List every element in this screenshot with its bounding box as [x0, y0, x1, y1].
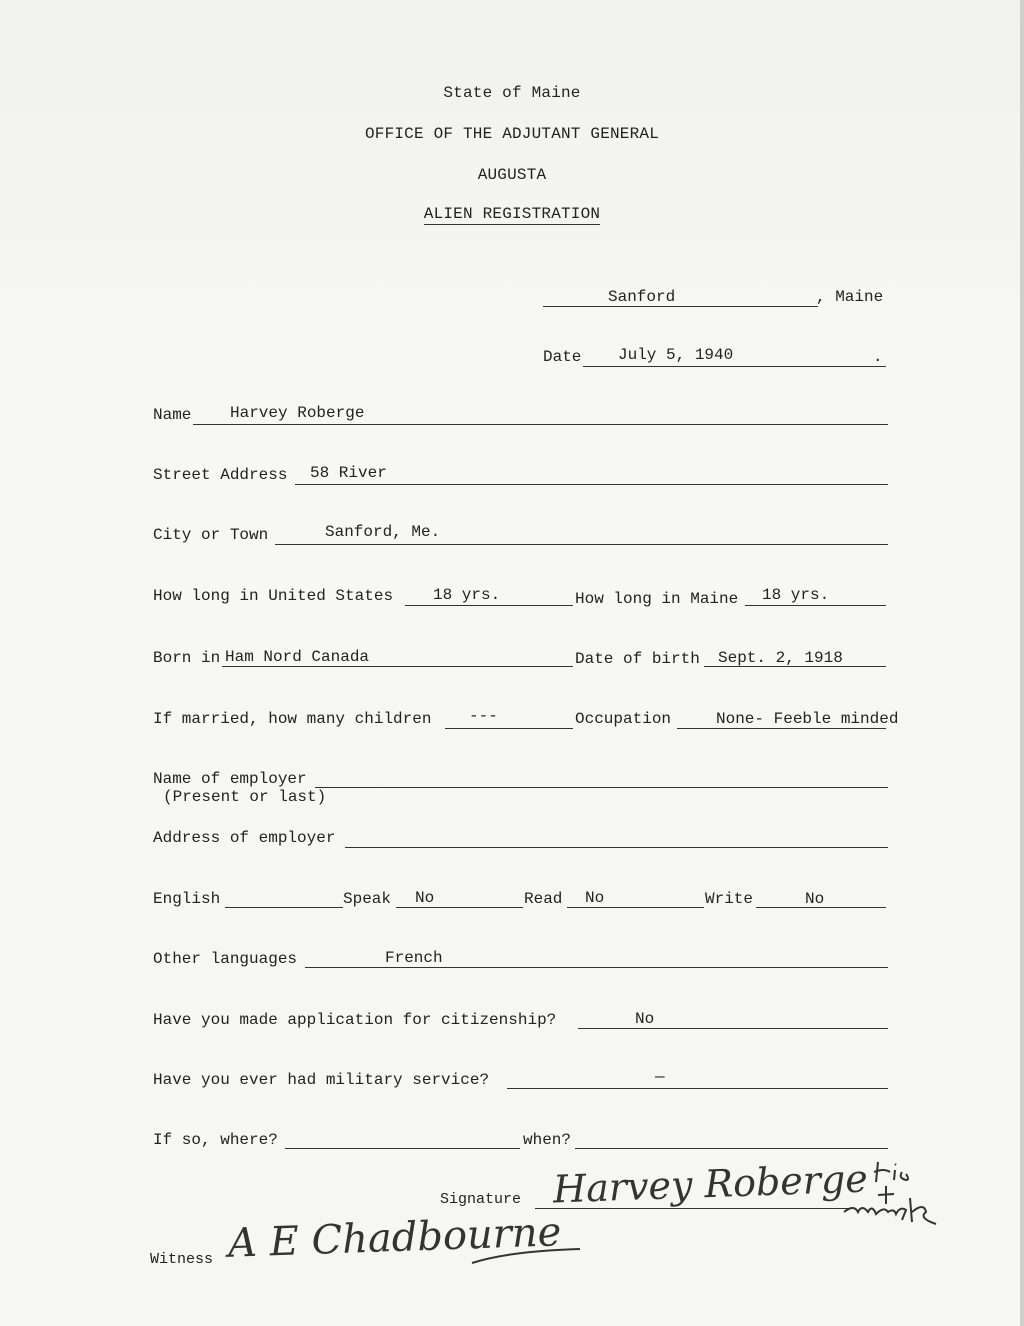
- born-in-line: [222, 666, 573, 667]
- children-label: If married, how many children: [153, 710, 432, 728]
- name-label: Name: [153, 406, 192, 424]
- years-maine-label: How long in Maine: [575, 590, 739, 608]
- street-value: 58 River: [310, 464, 387, 482]
- write-label: Write: [705, 890, 754, 908]
- date-label: Date: [543, 348, 582, 366]
- military-label: Have you ever had military service?: [153, 1071, 490, 1089]
- english-line: [225, 907, 343, 908]
- city-value: Sanford, Me.: [325, 523, 441, 541]
- when-line: [575, 1148, 888, 1149]
- speak-label: Speak: [343, 890, 392, 908]
- read-line: [567, 907, 704, 908]
- when-label: when?: [523, 1131, 572, 1149]
- employer-sub-label: (Present or last): [163, 788, 327, 806]
- military-line: [507, 1088, 888, 1089]
- employer-line: [315, 787, 888, 788]
- where-line: [285, 1148, 520, 1149]
- other-languages-line: [305, 967, 888, 968]
- write-value: No: [805, 890, 825, 908]
- witness-label: Witness: [150, 1251, 214, 1268]
- street-label: Street Address: [153, 466, 288, 484]
- office-heading: OFFICE OF THE ADJUTANT GENERAL: [364, 125, 660, 143]
- place-value: Sanford: [608, 288, 676, 306]
- occupation-label: Occupation: [575, 710, 672, 728]
- where-label: If so, where?: [153, 1131, 278, 1149]
- read-label: Read: [524, 890, 563, 908]
- state-heading: State of Maine: [443, 84, 581, 102]
- citizenship-label: Have you made application for citizenship?: [153, 1011, 557, 1029]
- english-label: English: [153, 890, 221, 908]
- other-languages-label: Other languages: [153, 950, 298, 968]
- street-line: [295, 484, 888, 485]
- born-in-label: Born in: [153, 649, 221, 667]
- born-in-value: Ham Nord Canada: [225, 648, 370, 666]
- signature-label: Signature: [440, 1191, 522, 1208]
- military-value: —: [655, 1068, 665, 1086]
- city-heading: AUGUSTA: [477, 166, 547, 184]
- form-title: ALIEN REGISTRATION: [423, 205, 601, 223]
- birth-date-label: Date of birth: [575, 650, 700, 668]
- date-line: [583, 366, 886, 367]
- place-line: [543, 306, 818, 307]
- date-end: .: [873, 348, 883, 366]
- children-value: ---: [469, 707, 498, 725]
- years-us-value: 18 yrs.: [433, 586, 501, 604]
- employer-address-label: Address of employer: [153, 829, 336, 847]
- years-maine-value: 18 yrs.: [762, 586, 830, 604]
- other-languages-value: French: [385, 949, 443, 967]
- years-maine-line: [745, 605, 886, 606]
- name-value: Harvey Roberge: [230, 404, 365, 422]
- years-us-label: How long in United States: [153, 587, 394, 605]
- birth-date-value: Sept. 2, 1918: [718, 649, 843, 667]
- citizenship-line: [578, 1028, 888, 1029]
- read-value: No: [585, 889, 605, 907]
- scan-edge: [1020, 0, 1024, 1326]
- speak-line: [396, 907, 523, 908]
- children-line: [445, 728, 573, 729]
- employer-address-line: [345, 847, 888, 848]
- name-line: [193, 424, 888, 425]
- speak-value: No: [415, 889, 435, 907]
- witness-signature: A E Chadbourne: [227, 1209, 563, 1267]
- occupation-line: [677, 728, 886, 729]
- employer-label: Name of employer: [153, 770, 307, 788]
- occupation-value: None- Feeble minded: [716, 710, 899, 728]
- city-line: [275, 544, 888, 545]
- years-us-line: [405, 605, 573, 606]
- city-label: City or Town: [153, 526, 269, 544]
- signature-handwritten: Harvey Roberge: [552, 1156, 869, 1212]
- citizenship-value: No: [635, 1010, 655, 1028]
- place-suffix: , Maine: [816, 288, 884, 306]
- date-value: July 5, 1940: [618, 346, 734, 364]
